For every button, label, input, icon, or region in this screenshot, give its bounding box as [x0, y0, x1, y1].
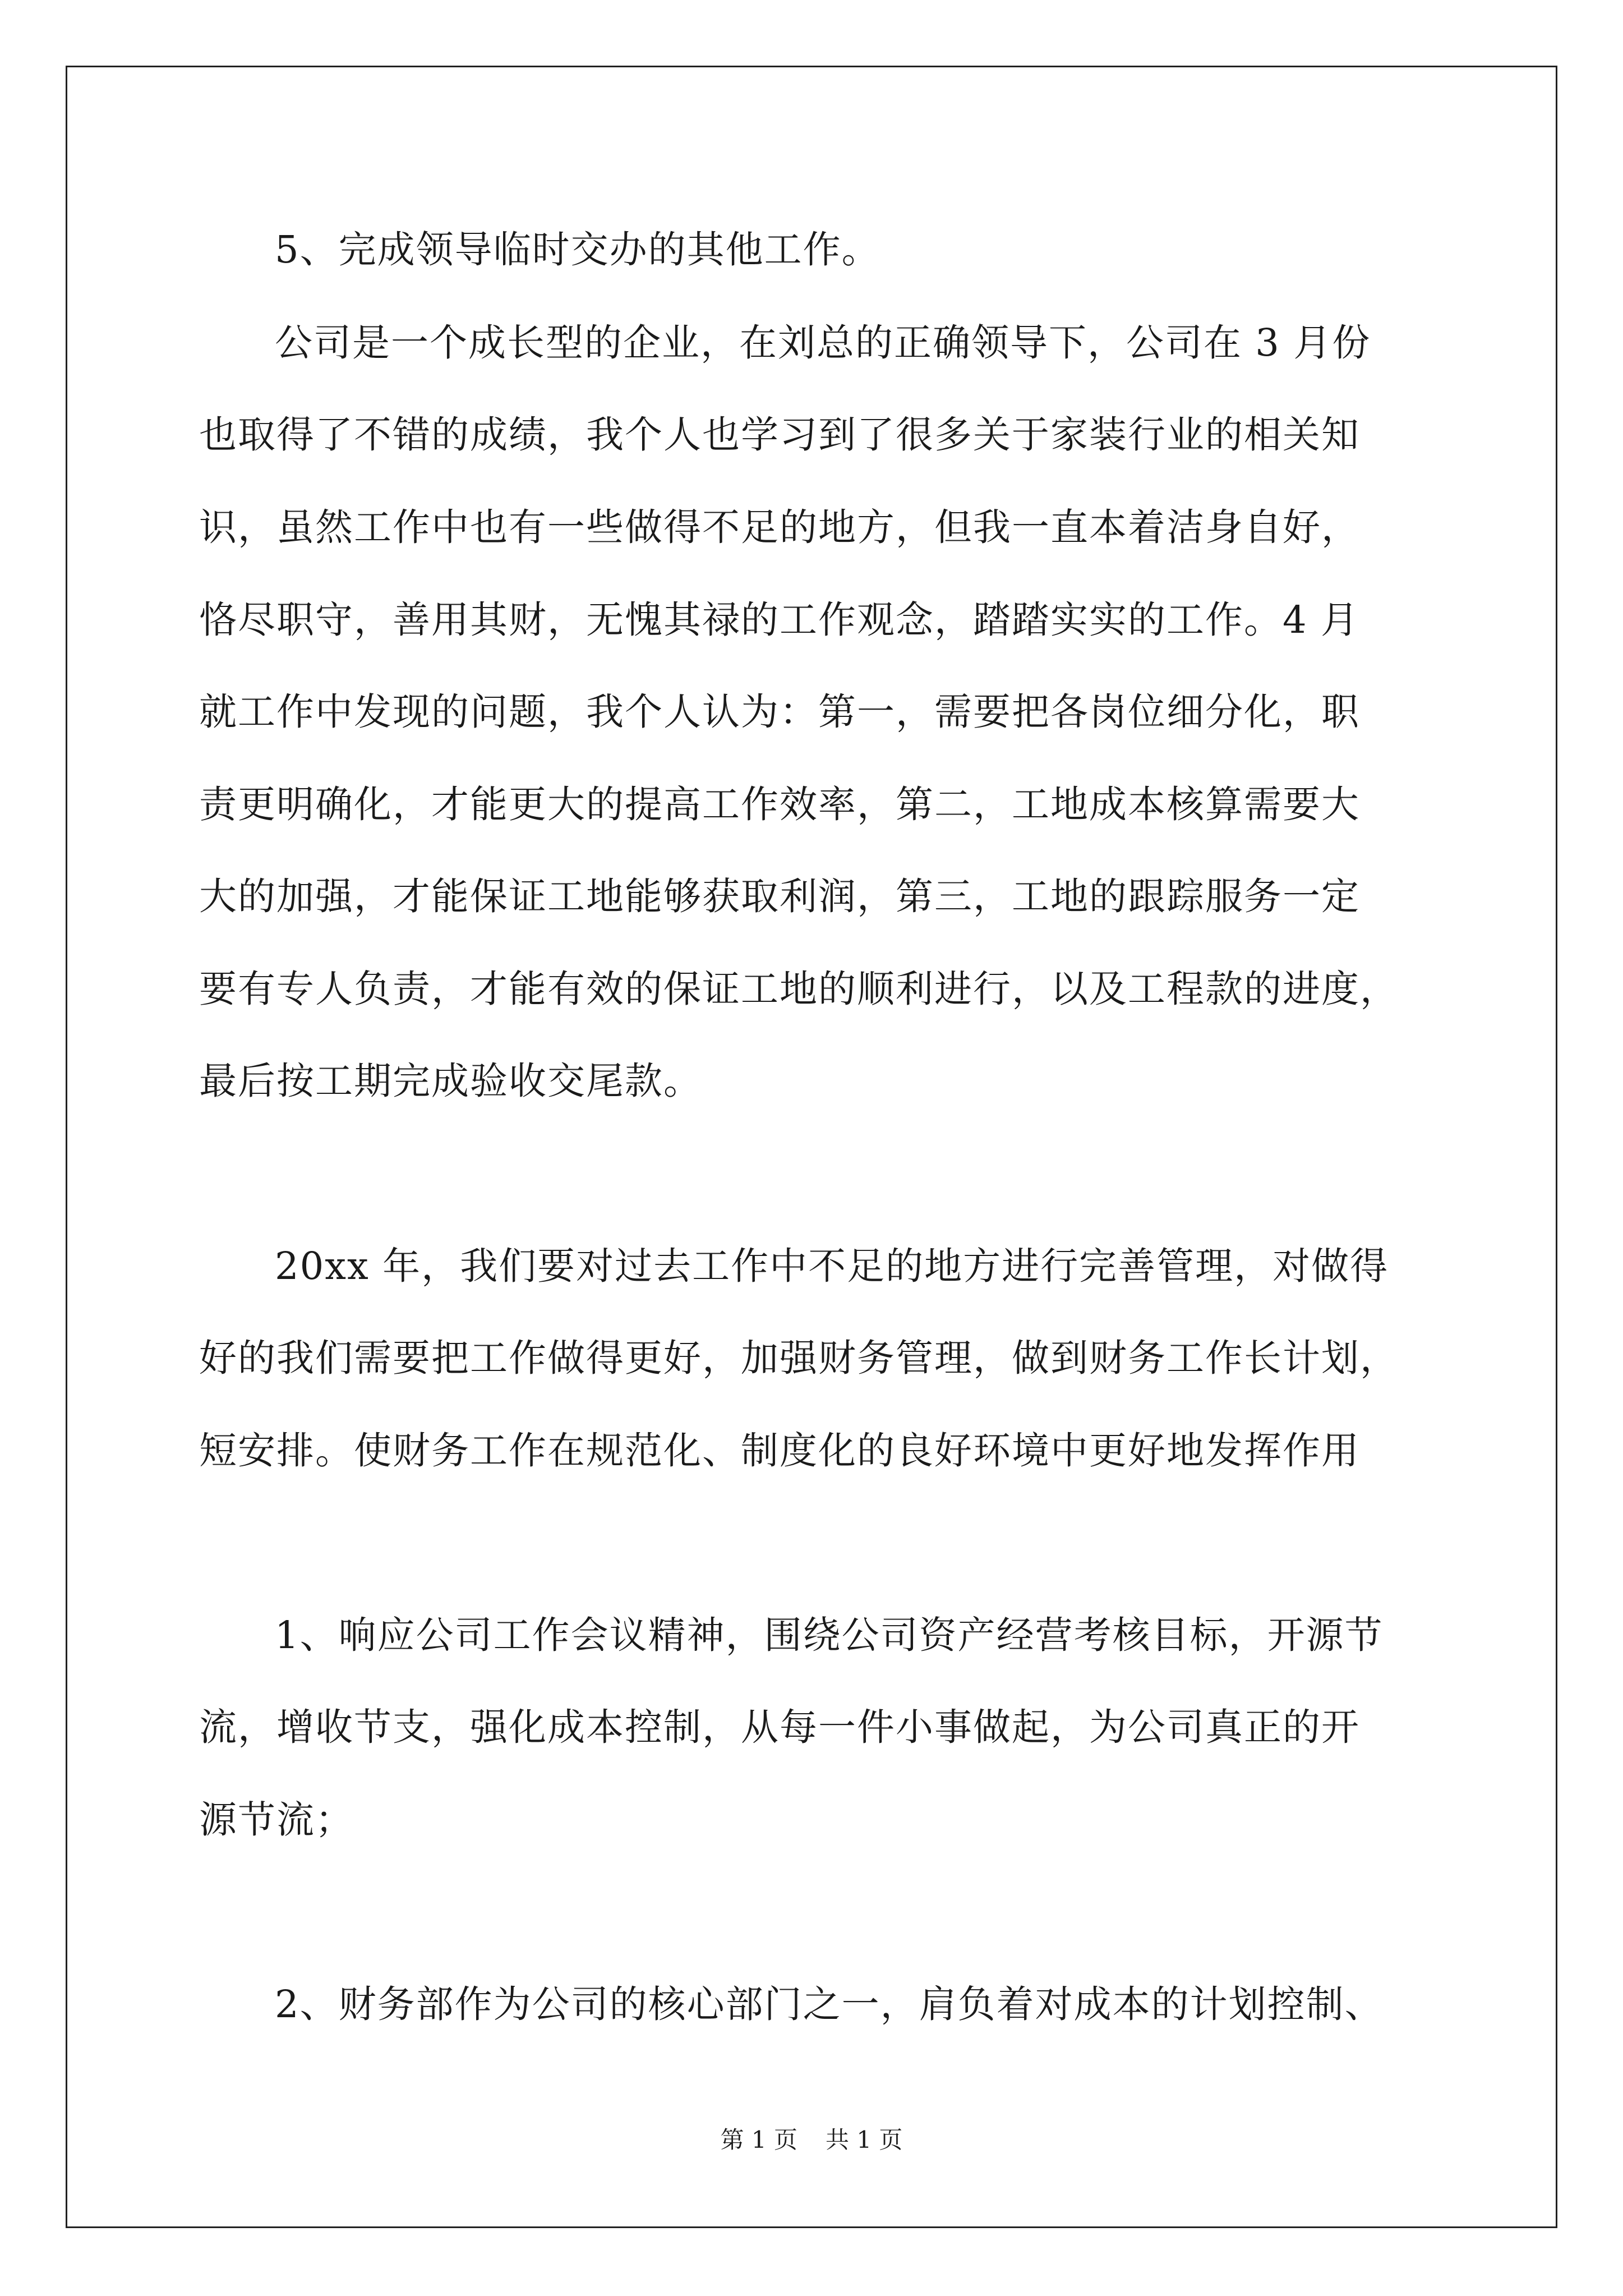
paragraph-4-line-2: 流，增收节支，强化成本控制，从每一件小事做起，为公司真正的开: [199, 1705, 1360, 1749]
page-number: 第 1 页: [720, 2126, 797, 2154]
page-total: 共 1 页: [826, 2126, 903, 2154]
paragraph-2-line-7: 大的加强，才能保证工地能够获取利润，第三，工地的跟踪服务一定: [199, 875, 1360, 918]
paragraph-4-line-1: 1、响应公司工作会议精神，围绕公司资产经营考核目标，开源节: [275, 1613, 1384, 1657]
paragraph-2-line-9: 最后按工期完成验收交尾款。: [199, 1059, 702, 1103]
paragraph-3-line-3: 短安排。使财务工作在规范化、制度化的良好环境中更好地发挥作用: [199, 1429, 1360, 1473]
page-footer: [0, 2123, 1623, 2157]
paragraph-3-line-1: 20xx 年，我们要对过去工作中不足的地方进行完善管理，对做得: [275, 1244, 1389, 1288]
paragraph-3-line-2: 好的我们需要把工作做得更好，加强财务管理，做到财务工作长计划，: [199, 1336, 1399, 1380]
page-border: [66, 66, 1557, 2228]
paragraph-2-line-5: 就工作中发现的问题，我个人认为：第一，需要把各岗位细分化，职: [199, 690, 1360, 734]
paragraph-2-line-6: 责更明确化，才能更大的提高工作效率，第二，工地成本核算需要大: [199, 783, 1360, 826]
paragraph-2-line-4: 恪尽职守，善用其财，无愧其禄的工作观念，踏踏实实的工作。4 月: [199, 598, 1359, 642]
paragraph-5-line-1: 2、财务部作为公司的核心部门之一，肩负着对成本的计划控制、: [275, 1982, 1384, 2026]
paragraph-4-line-3: 源节流；: [199, 1798, 354, 1842]
paragraph-2-line-1: 公司是一个成长型的企业，在刘总的正确领导下，公司在 3 月份: [275, 321, 1371, 365]
paragraph-2-line-8: 要有专人负责，才能有效的保证工地的顺利进行，以及工程款的进度，: [199, 967, 1399, 1011]
paragraph-1-line-1: 5、完成领导临时交办的其他工作。: [275, 228, 880, 272]
paragraph-2-line-3: 识，虽然工作中也有一些做得不足的地方，但我一直本着洁身自好，: [199, 505, 1360, 549]
paragraph-2-line-2: 也取得了不错的成绩，我个人也学习到了很多关于家装行业的相关知: [199, 413, 1360, 457]
